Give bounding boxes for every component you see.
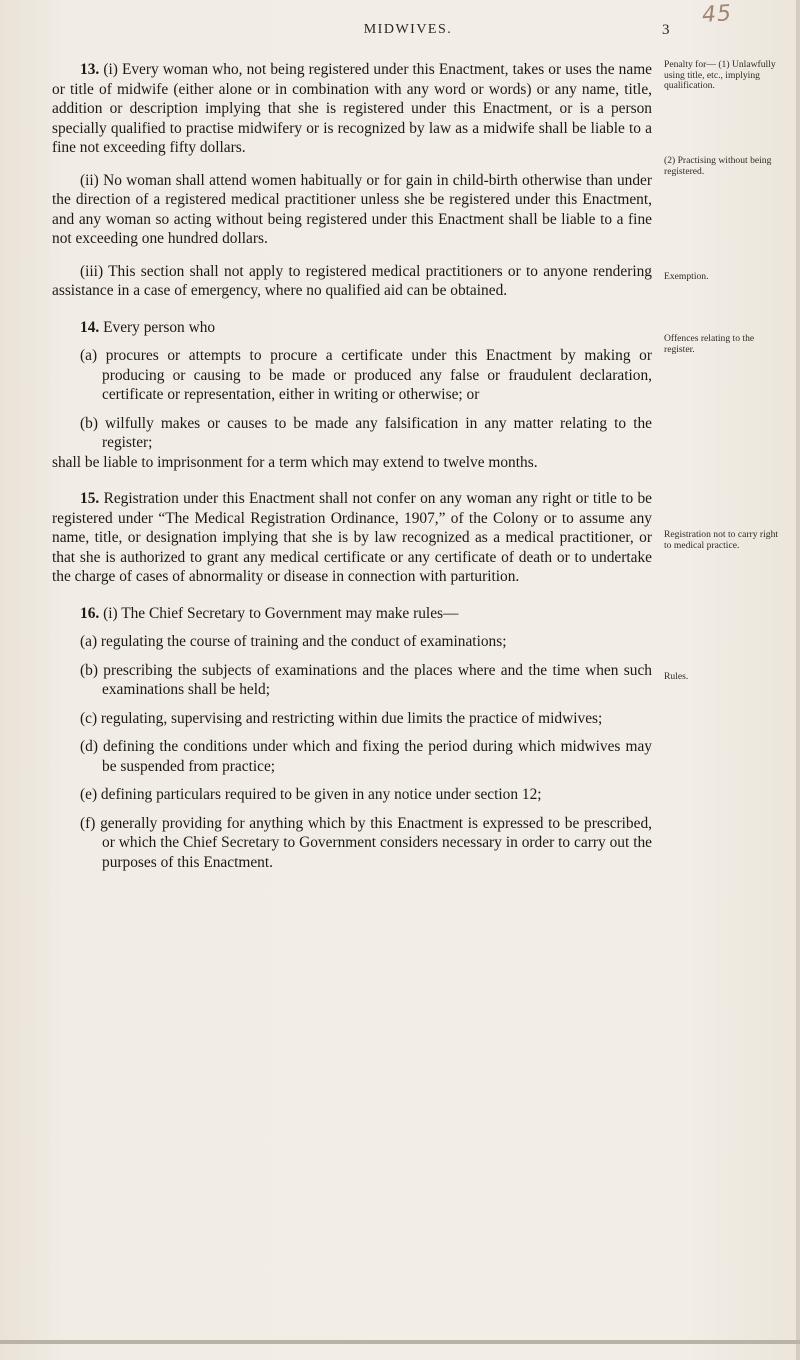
section-13-number: 13.	[80, 61, 100, 78]
section-14-intro	[52, 318, 652, 338]
section-16-intro	[52, 604, 652, 624]
section-14-item-a: (a) procures or attempts to procure a certificate under this Enactment by making or producing or causing to be made or produced any false or fraudulent declaration, certificate or representation, either in writing or otherwise; or	[80, 347, 652, 403]
margin-note-registration: Registration not to carry right to medical practice.	[664, 529, 779, 551]
margin-note-penalty: Penalty for— (1) Unlawfully using title, etc., implying qualification.	[664, 59, 776, 91]
section-14-number: 14.	[80, 318, 100, 336]
section-15-paragraph	[52, 489, 652, 587]
section-15-text: Registration under this Enactment shall not confer on any woman any right or title to be registered under “The Medical Registration Ordinance, 1907,” of the Colony or to assume any name, title, or designation implying that she is by law recognized as a medical practitioner, or that she is authorized to grant any medical certificate or any certificate of death or to undertake the charge of cases of abnormality or disease in connection with parturition.	[52, 490, 652, 585]
section-13-clause-ii: (ii) No woman shall attend women habitually or for gain in child-birth otherwise than under the direction of a registered medical practitioner unless she be registered under this Enactment, and any woman so acting without being registered under this Enactment shall be liable to a fine not exceeding one hundred dollars.	[52, 171, 652, 247]
section-16-item-c: (c) regulating, supervising and restricting within due limits the practice of midwives;	[80, 709, 603, 727]
section-16-item-b: (b) prescribing the subjects of examinations and the places where and the time when such examinations shall be held;	[80, 661, 652, 698]
margin-note-practising: (2) Practising without being registered.	[664, 155, 772, 177]
section-16-item-f: (f) generally providing for anything which by this Enactment is expressed to be prescribed, or which the Chief Secretary to Government considers necessary in order to carry out the purposes of this Enactment.	[80, 814, 652, 871]
section-16-intro-text: (i) The Chief Secretary to Government may make rules—	[103, 604, 459, 622]
section-13-paragraph-1	[52, 60, 652, 158]
running-title: MIDWIVES.	[363, 22, 453, 37]
handwritten-page-mark: 45	[701, 0, 733, 29]
section-16-item-e: (e) defining particulars required to be given in any notice under section 12;	[80, 786, 542, 803]
section-16-item-d: (d) defining the conditions under which and fixing the period during which midwives may be suspended from practice;	[80, 738, 652, 775]
section-13-clause-i: (i) Every woman who, not being registered under this Enactment, takes or uses the name or title of midwife (either alone or in combination with any word or words) or any name, title, addition or description implying that she is registered under this Enactment, or is a person specially qualified to practise midwifery or is recognized by law as a midwife shall be liable to a fine not exceeding fifty dollars.	[52, 61, 652, 156]
section-14-tail: shall be liable to imprisonment for a term which may extend to twelve months.	[52, 453, 538, 471]
main-text-column	[52, 60, 652, 872]
section-14-item-b: (b) wilfully makes or causes to be made any falsification in any matter relating to the register;	[80, 414, 652, 451]
section-16-item-a: (a) regulating the course of training and the conduct of examinations;	[80, 633, 507, 650]
page-edge-shadow	[796, 0, 800, 1360]
margin-note-offences: Offences relating to the register.	[664, 333, 755, 355]
section-14-intro-text: Every person who	[103, 318, 216, 336]
margin-note-exemption: Exemption.	[664, 271, 709, 282]
page-bottom-edge	[0, 1340, 800, 1344]
section-15-number: 15.	[80, 490, 100, 507]
page-number: 3	[662, 22, 670, 38]
margin-note-rules: Rules.	[664, 671, 689, 682]
section-13-clause-iii: (iii) This section shall not apply to registered medical practitioners or to anyone rendering assistance in a case of emergency, where no qualified aid can be obtained.	[52, 262, 652, 299]
section-16-number: 16.	[80, 604, 100, 622]
